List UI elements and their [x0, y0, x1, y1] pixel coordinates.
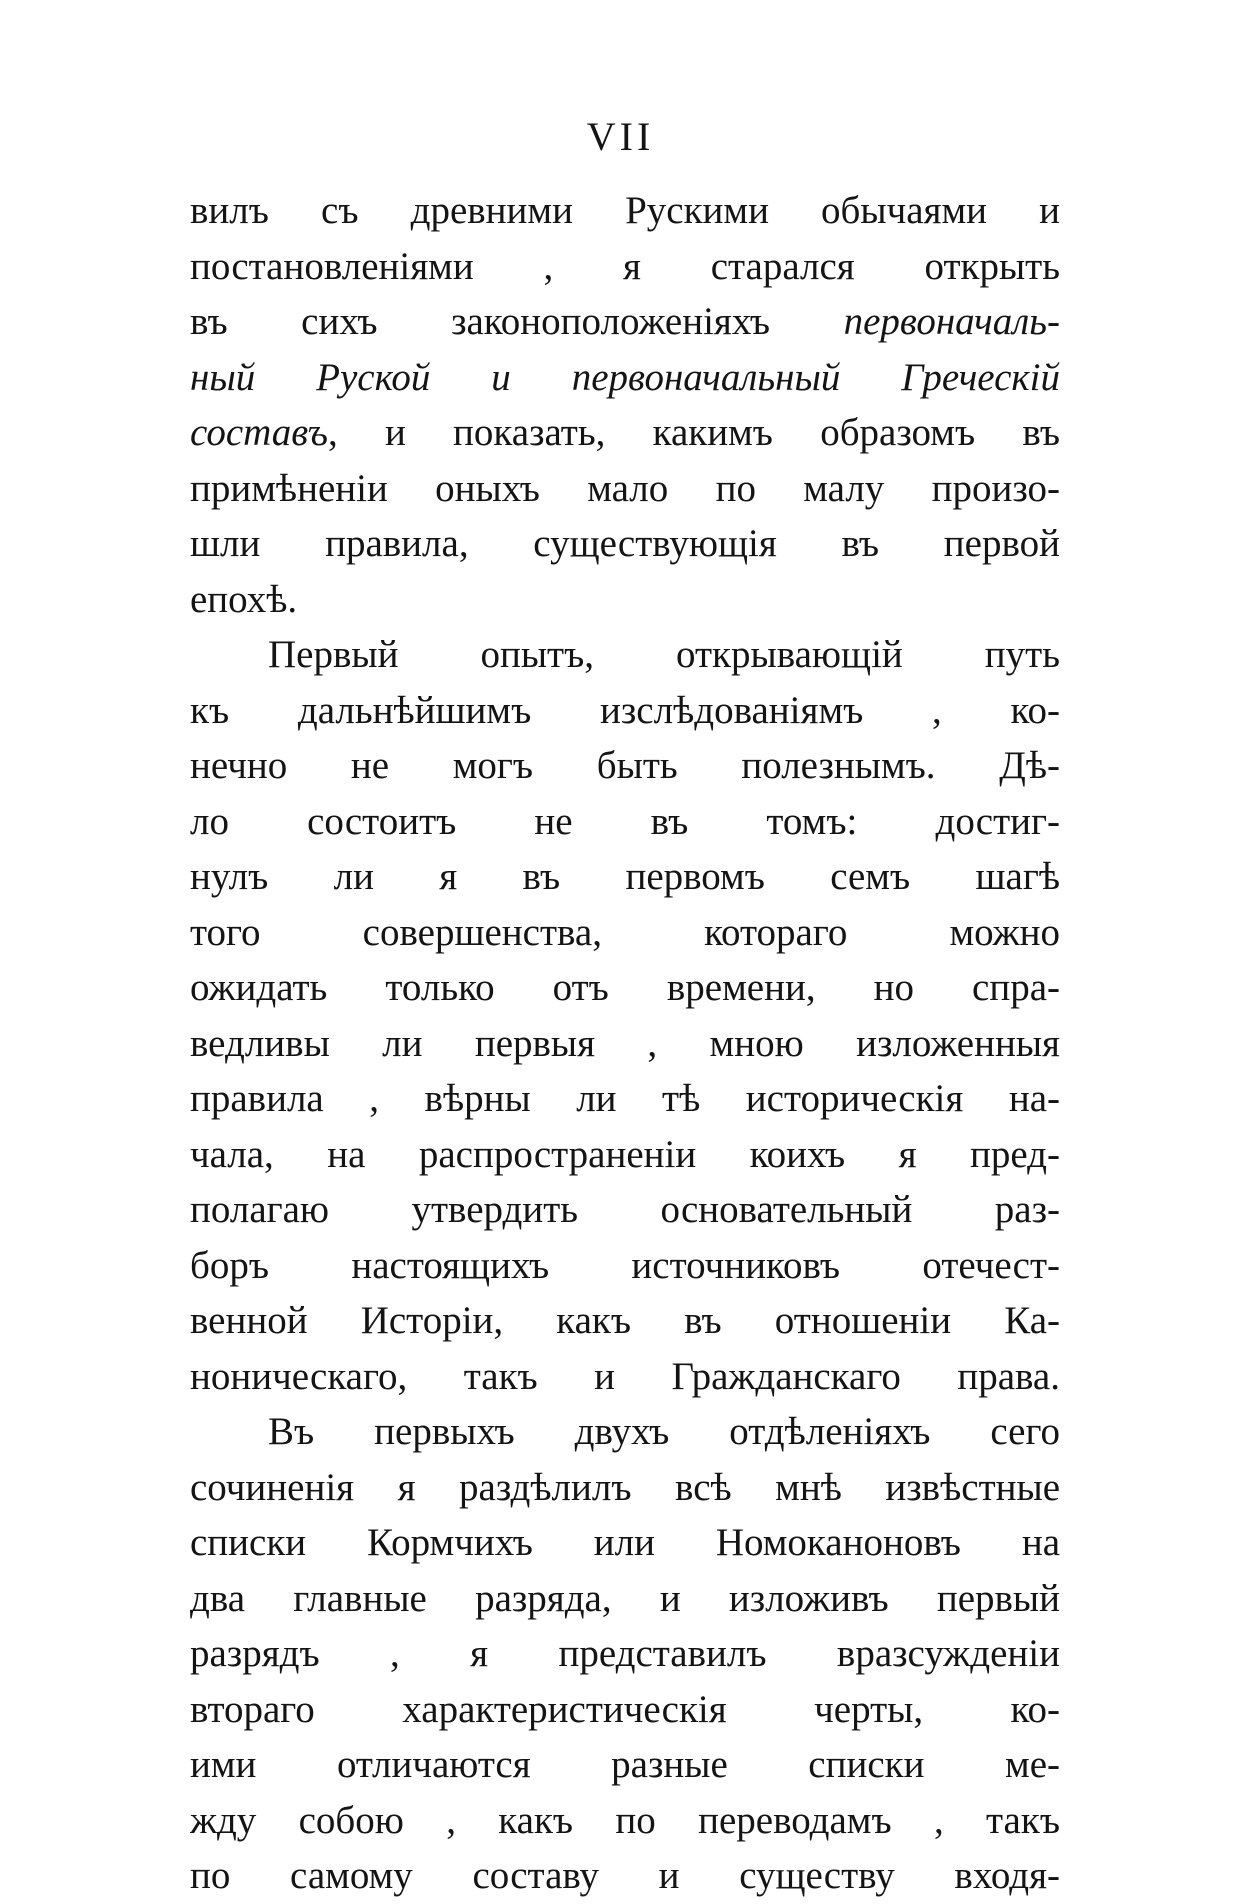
text-line-roman: въ сихъ законоположеніяхъ	[190, 300, 844, 343]
text-line: чала, на распространеніи коихъ я пред-	[190, 1132, 1060, 1176]
text-line-italic: составъ	[190, 411, 328, 454]
text-line: шли правила, существующія въ первой	[190, 522, 1060, 565]
text-line: ведливы ли первыя , мною изложенныя	[190, 1021, 1060, 1065]
text-line: постановленіями , я старался открыть	[190, 244, 1060, 288]
text-line: примѣненіи оныхъ мало по малу произо-	[190, 466, 1060, 510]
text-line: того совершенства, котораго можно	[190, 910, 1060, 954]
text-line	[190, 294, 1060, 350]
text-line: ноническаго, такъ и Гражданскаго права.	[190, 1354, 1060, 1398]
text-line: жду собою , какъ по переводамъ , такъ	[190, 1798, 1060, 1842]
text-line: венной Исторіи, какъ въ отношеніи Ка-	[190, 1299, 1060, 1342]
text-line	[190, 350, 1060, 406]
text-line: полагаю утвердить основательный раз-	[190, 1188, 1060, 1231]
text-line: боръ настоящихъ источниковъ отечест-	[190, 1243, 1060, 1287]
text-line: правила , вѣрны ли тѣ историческія на-	[190, 1077, 1060, 1120]
text-line: ло состоитъ не въ томъ: достиг-	[190, 799, 1060, 843]
text-line-italic: ный Руской и первоначальный Греческій	[190, 355, 1060, 399]
text-line-roman: , и показать, какимъ образомъ въ	[327, 411, 1060, 454]
text-line: ожидать только отъ времени, но спра-	[190, 966, 1060, 1009]
text-line: втораго характеристическія черты, ко-	[190, 1687, 1060, 1731]
text-line	[190, 405, 1060, 461]
text-line-italic: первоначаль-	[843, 300, 1060, 343]
text-line: по самому составу и существу входя-	[190, 1854, 1060, 1897]
text-line: разрядъ , я представилъ вразсужденіи	[190, 1632, 1060, 1675]
text-line: Въ первыхъ двухъ отдѣленіяхъ сего	[268, 1410, 1060, 1453]
text-line: Первый опытъ, открывающій путь	[268, 633, 1060, 676]
text-line: ими отличаются разные списки ме-	[190, 1743, 1060, 1786]
text-line: къ дальнѣйшимъ изслѣдованіямъ , ко-	[190, 688, 1060, 732]
text-line: нечно не могъ быть полезнымъ. Дѣ-	[190, 744, 1060, 787]
page-number: VII	[586, 114, 655, 159]
body-text	[190, 183, 1060, 1904]
text-line: сочиненія я раздѣлилъ всѣ мнѣ извѣстные	[190, 1465, 1060, 1509]
text-line: епохѣ.	[190, 577, 298, 621]
text-line: вилъ съ древними Рускими обычаями и	[190, 189, 1060, 232]
text-line: списки Кормчихъ или Номоканоновъ на	[190, 1521, 1060, 1564]
text-line: нулъ ли я въ первомъ семъ шагѣ	[190, 855, 1060, 898]
text-line: два главные разряда, и изложивъ первый	[190, 1576, 1060, 1620]
